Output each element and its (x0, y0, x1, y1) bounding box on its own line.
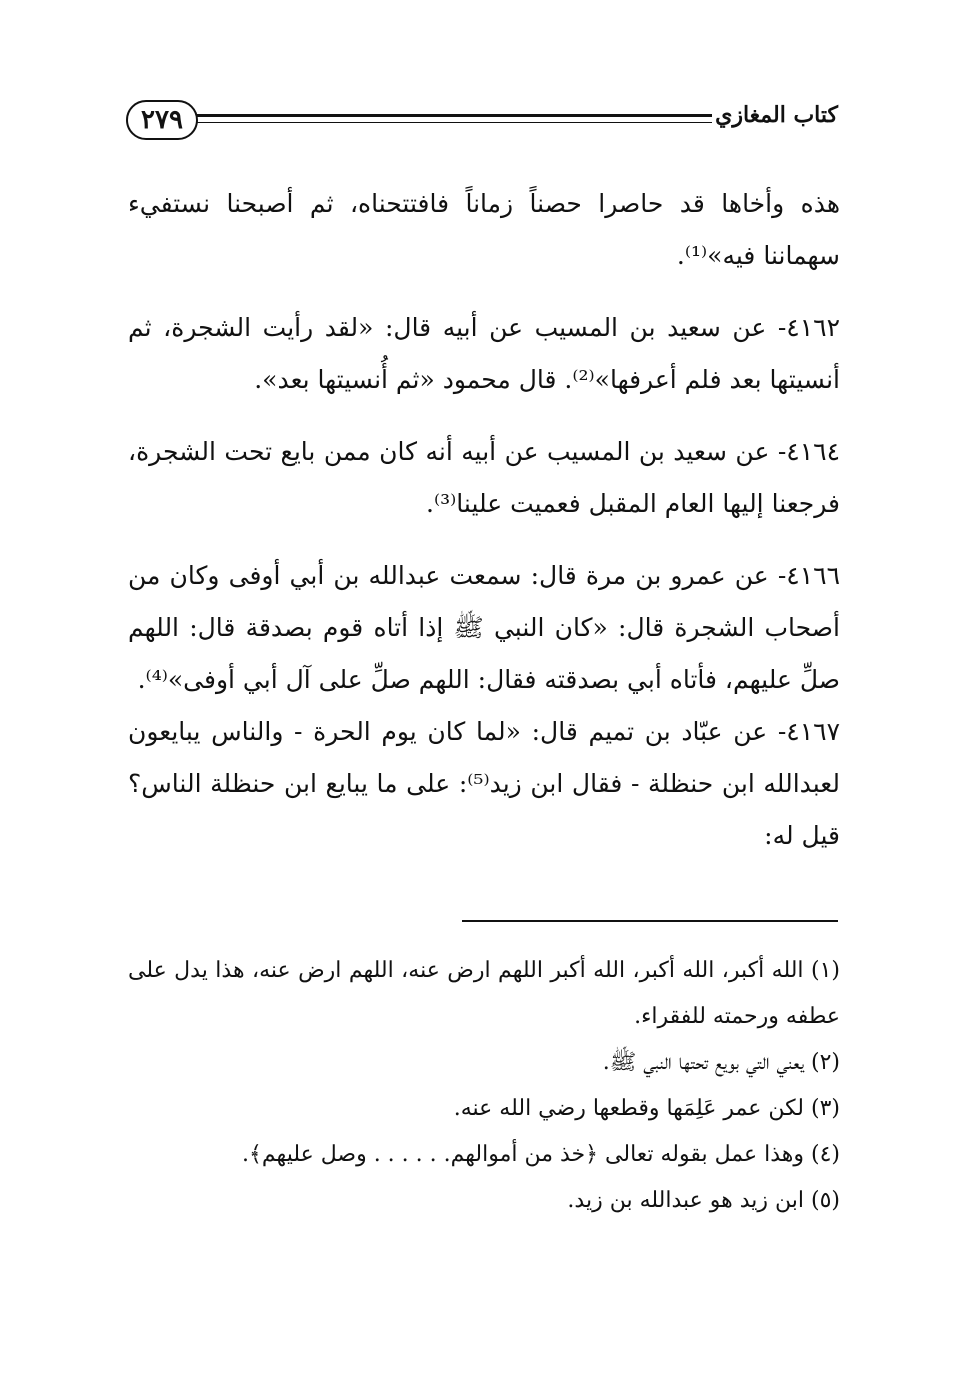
hadith-4167: ٤١٦٧- عن عبّاد بن تميم قال: «لما كان يوم الحرة - والناس يبايعون لعبدالله ابن حنظلة - فقال ابن زيد⁽⁵⁾: على ما يبايع ابن حنظلة الناس؟ قيل له: (128, 717, 840, 850)
footnote-5: (٥) ابن زيد هو عبدالله بن زيد. (567, 1188, 840, 1213)
footnote-3: (٣) لكن عمر عَلِمَها وقطعها رضي الله عنه. (453, 1096, 840, 1121)
header-rule (196, 114, 712, 123)
footnote-4: (٤) وهذا عمل بقوله تعالى ﴿خذ من أموالهم. . . . . . وصل عليهم﴾. (242, 1142, 840, 1167)
main-text (128, 178, 840, 882)
page-header (126, 100, 838, 146)
footnotes (128, 948, 840, 1224)
page-number: ٢٧٩ (126, 100, 198, 140)
hadith-4164: ٤١٦٤- عن سعيد بن المسيب عن أبيه أنه كان ممن بايع تحت الشجرة، فرجعنا إليها العام المقبل فعميت علينا⁽³⁾. (128, 437, 840, 518)
hadith-4162: ٤١٦٢- عن سعيد بن المسيب عن أبيه قال: «لقد رأيت الشجرة، ثم أنسيتها بعد فلم أعرفها»⁽²⁾. قال محمود «ثم أُنسيتها بعد». (128, 313, 840, 394)
footnote-divider (462, 920, 838, 922)
footnote-1: (١) الله أكبر، الله أكبر، الله أكبر اللهم ارض عنه، اللهم ارض عنه، هذا يدل على عطفه ورحمته للفقراء. (128, 958, 840, 1029)
hadith-4166: ٤١٦٦- عن عمرو بن مرة قال: سمعت عبدالله بن أبي أوفى وكان من أصحاب الشجرة قال: «كان النبي ﷺ إذا أتاه قوم بصدقة قال: اللهم صلِّ عليهم، فأتاه أبي بصدقته فقال: اللهم صلِّ على آل أبي أوفى»⁽⁴⁾. (128, 561, 840, 694)
paragraph-continuation: هذه وأخاها قد حاصرا حصناً زماناً فافتتحناه، ثم أصبحنا نستفيء سهماننا فيه»⁽¹⁾. (128, 189, 840, 270)
book-title: كتاب المغازي (715, 102, 838, 128)
footnote-2: (٢) يعني التي بويع تحتها النبي ﷺ. (602, 1050, 840, 1075)
